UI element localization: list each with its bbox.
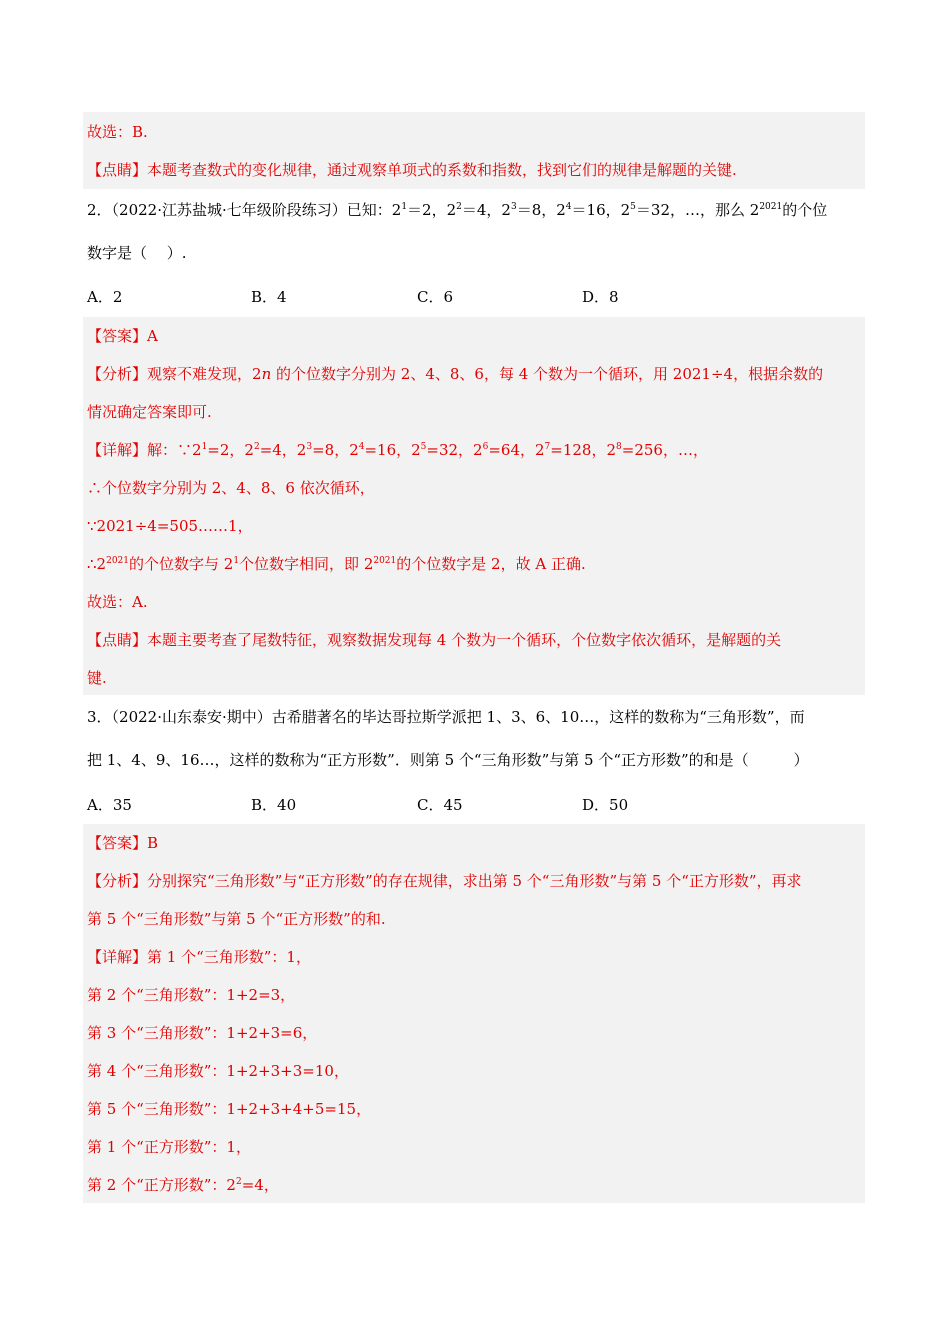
question-number: 2． [87,201,112,219]
q2-option-b[interactable]: B．4 [251,288,287,306]
q2-detail-line2: ∴个位数字分别为 2、4、8、6 依次循环， [87,479,375,497]
detail-text: 第 1 个“三角形数”：1， [147,948,311,966]
tip-tag: 【点睛】 [87,161,148,179]
q2-detail-line3: ∵2021÷4=505……1， [87,517,253,535]
q3-answer [87,833,158,853]
q3-detail-line4: 第 4 个“三角形数”：1+2+3+3=10， [87,1062,349,1080]
q3-detail-line1 [87,947,311,967]
q3-analysis-line1 [87,871,802,891]
exponent: 4 [358,442,365,452]
prev-choice: 故选：B. [87,123,148,141]
detail-text: 个位数字相同，即 2 [239,555,374,573]
exponent: 6 [482,442,489,452]
exponent: 2021 [106,556,129,566]
q3-option-a[interactable]: A．35 [87,796,132,814]
exponent: 8 [616,442,622,452]
q3-option-b[interactable]: B．40 [251,796,297,814]
exponent: 2 [456,202,462,212]
exponent: 1 [401,202,408,212]
q2-tip-line2: 键. [87,669,107,687]
detail-text: =128，2 [550,441,617,459]
question-number: 3． [87,708,112,726]
detail-text: ∴2 [87,555,107,573]
q2-tip-line1 [87,630,781,650]
q3-stem-line2: 把 1、4、9、16…，这样的数称为“正方形数”．则第 5 个“三角形数”与第 5 个“正方形数”的和是（ ） [87,751,809,769]
detail-text: =16，2 [364,441,421,459]
analysis-tag: 【分析】 [87,872,148,890]
stem-text: 已知：2 [346,201,402,219]
exponent: 4 [565,202,572,212]
detail-text: =4，2 [259,441,307,459]
q2-stem-line1 [87,200,827,220]
answer-value: B [147,834,159,852]
detail-text: =2，2 [207,441,254,459]
variable-n: n [261,365,272,383]
q3-analysis-line2: 第 5 个“三角形数”与第 5 个“正方形数”的和. [87,910,386,928]
exponent: 5 [630,202,636,212]
q2-stem-line2: 数字是（ ）. [87,244,187,262]
analysis-text: 观察不难发现，2 [147,365,262,383]
exponent: 1 [201,442,208,452]
detail-text: =256，…， [621,441,708,459]
exponent: 2021 [759,202,783,212]
detail-text: =64，2 [488,441,545,459]
q3-option-d[interactable]: D．50 [582,796,629,814]
q3-detail-line6: 第 1 个“正方形数”：1， [87,1138,251,1156]
answer-tag: 【答案】 [87,327,148,345]
question-source: （2022·江苏盐城·七年级阶段练习） [111,201,347,219]
q3-detail-line2: 第 2 个“三角形数”：1+2=3， [87,986,296,1004]
tip-text: 本题主要考查了尾数特征，观察数据发现每 4 个数为一个循环，个位数字依次循环，是解题的关 [147,631,782,649]
q2-detail-line1 [87,440,708,460]
q2-detail-line4 [87,554,586,574]
exponent: 2 [253,442,260,452]
q2-analysis-line2: 情况确定答案即可. [87,403,212,421]
detail-text: 解：∵2 [147,441,202,459]
tip-tag: 【点睛】 [87,631,148,649]
exponent: 2 [235,1177,242,1187]
exponent: 3 [306,442,313,452]
exponent: 7 [544,442,551,452]
detail-text: =4， [241,1176,279,1194]
q3-detail-line5: 第 5 个“三角形数”：1+2+3+4+5=15， [87,1100,372,1118]
stem-text: ＝8，2 [516,201,566,219]
stem-text: ＝32，…，那么 2 [635,201,760,219]
detail-text: =8，2 [312,441,359,459]
q2-answer [87,326,158,346]
detail-text: 第 2 个“正方形数”：2 [87,1176,236,1194]
detail-tag: 【详解】 [87,948,148,966]
answer-tag: 【答案】 [87,834,148,852]
stem-text: 古希腊著名的毕达哥拉斯学派把 1、3、6、10…，这样的数称为“三角形数”，而 [271,708,805,726]
answer-value: A [147,327,158,345]
detail-tag: 【详解】 [87,441,148,459]
q2-option-c[interactable]: C．6 [417,288,454,306]
analysis-text: 的个位数字分别为 2、4、8、6，每 4 个数为一个循环，用 2021÷4，根据余数的 [271,365,824,383]
stem-text: ＝16，2 [571,201,631,219]
prev-tip [87,160,737,180]
q3-detail-line7 [87,1175,279,1195]
q2-analysis-line1 [87,364,823,384]
q3-stem-line1 [87,707,805,727]
stem-text: ＝4，2 [461,201,511,219]
analysis-tag: 【分析】 [87,365,148,383]
stem-text: 的个位 [782,201,828,219]
q3-option-c[interactable]: C．45 [417,796,463,814]
tip-text: 本题考查数式的变化规律，通过观察单项式的系数和指数，找到它们的规律是解题的关键. [147,161,737,179]
stem-text: ＝2，2 [407,201,457,219]
exponent: 5 [420,442,427,452]
question-source: （2022·山东泰安·期中） [111,708,272,726]
q2-option-d[interactable]: D．8 [582,288,619,306]
detail-text: 的个位数字是 2，故 A 正确. [396,555,586,573]
exponent: 3 [510,202,517,212]
detail-text: 的个位数字与 2 [129,555,234,573]
q3-detail-line3: 第 3 个“三角形数”：1+2+3=6， [87,1024,318,1042]
q2-choice: 故选：A. [87,593,148,611]
detail-text: =32，2 [426,441,483,459]
exponent: 2021 [373,556,397,566]
q2-option-a[interactable]: A．2 [87,288,123,306]
analysis-text: 分别探究“三角形数”与“正方形数”的存在规律，求出第 5 个“三角形数”与第 5 个“正方形数”，再求 [147,872,802,890]
exponent: 1 [233,556,240,566]
